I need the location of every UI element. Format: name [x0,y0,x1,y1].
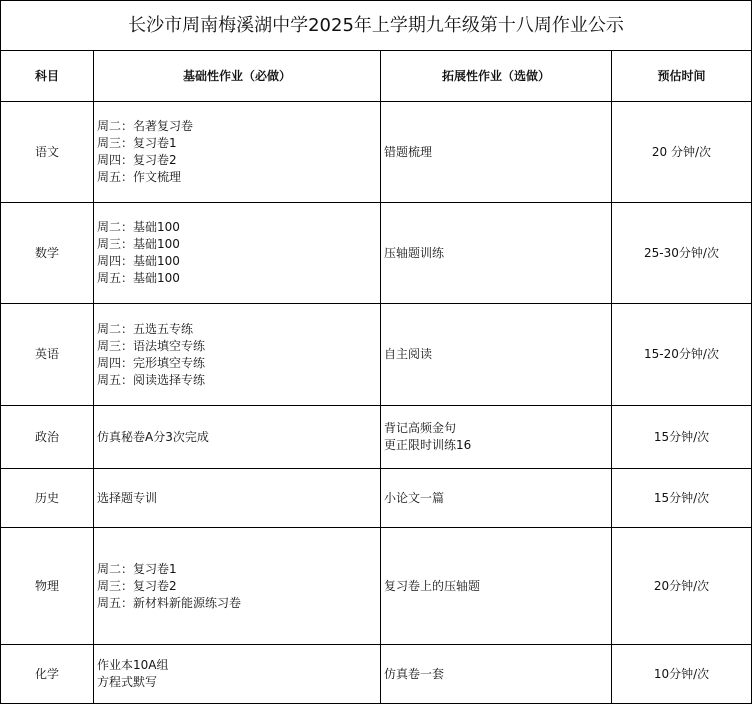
subject-cell: 历史 [1,469,94,528]
basic-homework-line: 作业本10A组 [97,658,169,672]
basic-homework-cell [94,406,381,469]
extended-homework-line: 自主阅读 [384,347,433,361]
extended-homework-line: 仿真卷一套 [384,666,445,681]
subject-cell: 物理 [1,528,94,645]
table-row [1,102,752,203]
extended-homework-cell [381,203,612,304]
extended-homework-cell [381,304,612,406]
basic-homework-cell [94,528,381,645]
subject-cell: 政治 [1,406,94,469]
subject-cell: 化学 [1,645,94,704]
basic-homework-line: 仿真秘卷A分3次完成 [97,429,209,444]
table-row [1,203,752,304]
basic-homework-cell [94,645,381,704]
header-subject: 科目 [1,51,94,102]
table-body [1,102,752,704]
extended-homework-cell [381,469,612,528]
basic-homework-line: 周二：复习卷1 [97,561,177,576]
estimated-time-cell: 20 分钟/次 [612,102,752,203]
extended-homework-cell [381,528,612,645]
basic-homework-line: 周四：完形填空专练 [97,355,206,370]
basic-homework-cell [94,203,381,304]
table-row [1,469,752,528]
subject-cell: 语文 [1,102,94,203]
estimated-time-cell: 25-30分钟/次 [612,203,752,304]
extended-homework-line: 背记高频金句 [384,421,457,435]
basic-homework-line: 周五：基础100 [97,271,180,285]
basic-homework-line: 周三：复习卷2 [97,578,177,593]
header-row [1,51,752,102]
extended-homework-line: 更正限时训练16 [384,438,472,452]
basic-homework-line: 周五：作文梳理 [97,170,182,184]
extended-homework-cell [381,406,612,469]
estimated-time-cell: 15-20分钟/次 [612,304,752,406]
extended-homework-line: 错题梳理 [384,144,433,159]
table-row [1,406,752,469]
table-row [1,304,752,406]
basic-homework-line: 周五：新材料新能源练习卷 [97,595,242,610]
extended-homework-line: 小论文一篇 [384,490,445,505]
table-row [1,645,752,704]
basic-homework-line: 选择题专训 [97,490,158,505]
estimated-time-cell: 15分钟/次 [612,406,752,469]
estimated-time-cell: 15分钟/次 [612,469,752,528]
subject-cell: 数学 [1,203,94,304]
basic-homework-line: 周五：阅读选择专练 [97,372,206,387]
basic-homework-cell [94,469,381,528]
basic-homework-line: 周二：五选五专练 [97,321,194,336]
header-basic: 基础性作业（必做） [94,51,381,102]
header-time: 预估时间 [612,51,752,102]
basic-homework-line: 周四：复习卷2 [97,153,177,167]
basic-homework-cell [94,102,381,203]
estimated-time-cell: 20分钟/次 [612,528,752,645]
header-extended: 拓展性作业（选做） [381,51,612,102]
extended-homework-cell [381,102,612,203]
basic-homework-line: 周二：基础100 [97,220,180,234]
table-title: 长沙市周南梅溪湖中学2025年上学期九年级第十八周作业公示 [1,1,752,51]
basic-homework-line: 周三：语法填空专练 [97,338,206,353]
subject-cell: 英语 [1,304,94,406]
basic-homework-cell [94,304,381,406]
table-row [1,528,752,645]
basic-homework-line: 周三：复习卷1 [97,136,177,150]
extended-homework-line: 压轴题训练 [384,245,445,260]
estimated-time-cell: 10分钟/次 [612,645,752,704]
basic-homework-line: 方程式默写 [97,675,158,689]
basic-homework-line: 周四：基础100 [97,254,180,268]
basic-homework-line: 周三：基础100 [97,237,180,251]
extended-homework-line: 复习卷上的压轴题 [384,578,481,593]
basic-homework-line: 周二：名著复习卷 [97,119,194,133]
extended-homework-cell [381,645,612,704]
